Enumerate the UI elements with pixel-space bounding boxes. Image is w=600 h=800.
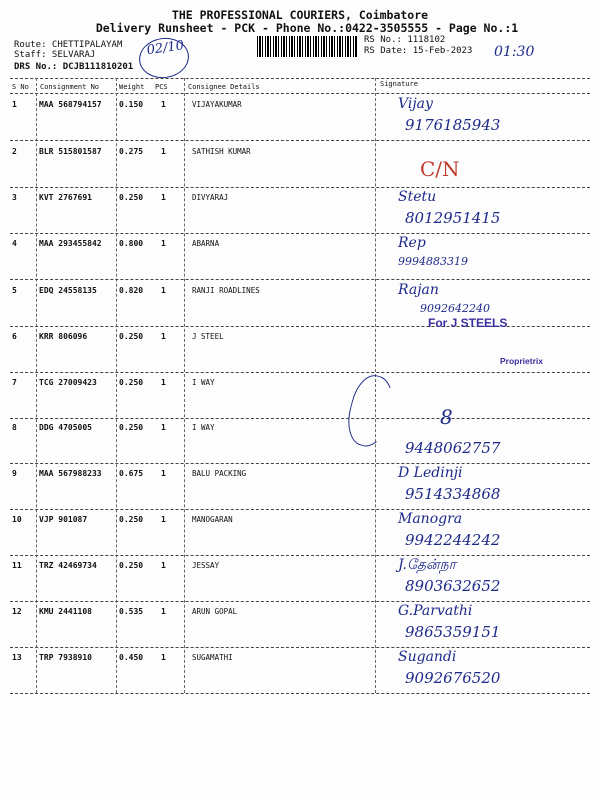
row-separator bbox=[10, 693, 590, 694]
row-consignment-no: DDG 4705005 bbox=[39, 423, 92, 432]
row-signature: J.தேன்நா bbox=[398, 557, 456, 573]
col-weight: Weight bbox=[119, 83, 145, 91]
row-separator bbox=[10, 463, 590, 464]
row-pcs: 1 bbox=[161, 193, 166, 202]
col-signature: Signature bbox=[380, 80, 418, 88]
barcode bbox=[257, 36, 357, 57]
row-consignee: ABARNA bbox=[192, 239, 220, 248]
route-label: Route: CHETTIPALAYAM bbox=[14, 40, 123, 50]
row-pcs: 1 bbox=[161, 332, 166, 341]
row-sno: 3 bbox=[12, 193, 17, 202]
row-weight: 0.250 bbox=[119, 193, 144, 202]
row-pcs: 1 bbox=[161, 147, 166, 156]
row-weight: 0.820 bbox=[119, 286, 144, 295]
row-weight: 0.250 bbox=[119, 423, 144, 432]
row-pcs: 1 bbox=[161, 469, 166, 478]
row-signature: Vijay bbox=[398, 96, 433, 112]
row-weight: 0.150 bbox=[119, 100, 144, 109]
row-signature: C/N bbox=[420, 157, 460, 181]
row-consignee: MANOGARAN bbox=[192, 515, 233, 524]
row-phone: 9865359151 bbox=[405, 623, 501, 641]
row-consignment-no: EDQ 24558135 bbox=[39, 286, 97, 295]
row-consignee: JESSAY bbox=[192, 561, 220, 570]
row-phone: 9994883319 bbox=[398, 255, 468, 268]
row-phone: 9092642240 bbox=[420, 302, 490, 315]
header-bottom-rule bbox=[10, 93, 590, 94]
row-pcs: 1 bbox=[161, 653, 166, 662]
row-phone: 9092676520 bbox=[405, 669, 501, 687]
row-separator bbox=[10, 647, 590, 648]
row-sno: 2 bbox=[12, 147, 17, 156]
row-consignee: I WAY bbox=[192, 378, 215, 387]
row-sno: 9 bbox=[12, 469, 17, 478]
row-consignee: BALU PACKING bbox=[192, 469, 247, 478]
row-sno: 11 bbox=[12, 561, 22, 570]
row-pcs: 1 bbox=[161, 378, 166, 387]
row-separator bbox=[10, 187, 590, 188]
document-title: THE PROFESSIONAL COURIERS, Coimbatore bbox=[171, 8, 429, 22]
row-signature: Rep bbox=[398, 235, 426, 251]
col-consignment: Consignment No bbox=[40, 83, 100, 91]
row-signature: 8 bbox=[440, 405, 453, 429]
row-consignee: J STEEL bbox=[192, 332, 224, 341]
row-weight: 0.250 bbox=[119, 332, 144, 341]
row-pcs: 1 bbox=[161, 239, 166, 248]
handwritten-time-note: 01:30 bbox=[494, 44, 535, 60]
rs-date: RS Date: 15-Feb-2023 bbox=[364, 46, 473, 56]
row-phone: 9448062757 bbox=[405, 439, 501, 457]
row-phone: 9942244242 bbox=[405, 531, 501, 549]
staff-label: Staff: SELVARAJ bbox=[14, 50, 96, 60]
row-phone: 9514334868 bbox=[405, 485, 501, 503]
row-weight: 0.535 bbox=[119, 607, 144, 616]
signature-loop-mark bbox=[341, 371, 400, 451]
row-consignee: DIVYARAJ bbox=[192, 193, 229, 202]
row-sno: 13 bbox=[12, 653, 22, 662]
row-signature: D Ledinji bbox=[398, 465, 463, 481]
row-consignee: SATHISH KUMAR bbox=[192, 147, 251, 156]
row-weight: 0.250 bbox=[119, 378, 144, 387]
col-pcs: PCS bbox=[155, 83, 168, 91]
row-separator bbox=[10, 372, 590, 373]
row-sno: 5 bbox=[12, 286, 17, 295]
row-consignee: VIJAYAKUMAR bbox=[192, 100, 242, 109]
row-consignment-no: MAA 293455842 bbox=[39, 239, 102, 248]
header-top-rule bbox=[10, 78, 590, 79]
row-separator bbox=[10, 140, 590, 141]
row-consignee: ARUN GOPAL bbox=[192, 607, 238, 616]
handwritten-date-note: 02/10 bbox=[136, 35, 191, 82]
row-sno: 10 bbox=[12, 515, 22, 524]
row-pcs: 1 bbox=[161, 286, 166, 295]
row-separator bbox=[10, 509, 590, 510]
row-consignment-no: VJP 901087 bbox=[39, 515, 88, 524]
row-consignment-no: MAA 567988233 bbox=[39, 469, 102, 478]
row-consignee: SUGAMATHI bbox=[192, 653, 233, 662]
row-separator bbox=[10, 555, 590, 556]
row-pcs: 1 bbox=[161, 515, 166, 524]
row-pcs: 1 bbox=[161, 561, 166, 570]
row-phone: Proprietrix bbox=[500, 356, 543, 366]
row-separator bbox=[10, 418, 590, 419]
row-weight: 0.275 bbox=[119, 147, 144, 156]
row-signature: For J STEELS bbox=[428, 316, 508, 330]
row-weight: 0.250 bbox=[119, 515, 144, 524]
row-separator bbox=[10, 279, 590, 280]
row-consignment-no: BLR 515801587 bbox=[39, 147, 102, 156]
row-signature: Stetu bbox=[398, 189, 437, 205]
row-signature: Manogra bbox=[398, 511, 463, 527]
row-sno: 7 bbox=[12, 378, 17, 387]
drs-number: DRS No.: DCJB111810201 bbox=[14, 62, 134, 72]
row-pcs: 1 bbox=[161, 607, 166, 616]
row-sno: 4 bbox=[12, 239, 17, 248]
row-weight: 0.675 bbox=[119, 469, 144, 478]
row-signature: Sugandi bbox=[398, 649, 457, 665]
row-weight: 0.250 bbox=[119, 561, 144, 570]
row-separator bbox=[10, 233, 590, 234]
row-sno: 8 bbox=[12, 423, 17, 432]
col-consignee: Consignee Details bbox=[188, 83, 260, 91]
row-phone: 9176185943 bbox=[405, 116, 501, 134]
rs-number: RS No.: 1118102 bbox=[364, 35, 446, 45]
row-signature: Rajan bbox=[398, 282, 439, 298]
document-subtitle: Delivery Runsheet - PCK - Phone No.:0422-3505555 - Page No.:1 bbox=[95, 21, 519, 35]
row-sno: 6 bbox=[12, 332, 17, 341]
row-consignment-no: TCG 27009423 bbox=[39, 378, 97, 387]
col-sno: S No bbox=[12, 83, 29, 91]
row-consignment-no: KVT 2767691 bbox=[39, 193, 92, 202]
row-consignee: RANJI ROADLINES bbox=[192, 286, 260, 295]
row-weight: 0.450 bbox=[119, 653, 144, 662]
row-weight: 0.800 bbox=[119, 239, 144, 248]
row-consignment-no: TRZ 42469734 bbox=[39, 561, 97, 570]
row-pcs: 1 bbox=[161, 100, 166, 109]
row-sno: 1 bbox=[12, 100, 17, 109]
row-pcs: 1 bbox=[161, 423, 166, 432]
row-consignment-no: KRR 806096 bbox=[39, 332, 88, 341]
row-consignment-no: TRP 7938910 bbox=[39, 653, 92, 662]
row-signature: G.Parvathi bbox=[398, 603, 473, 619]
row-consignee: I WAY bbox=[192, 423, 215, 432]
row-consignment-no: KMU 2441108 bbox=[39, 607, 92, 616]
row-phone: 8903632652 bbox=[405, 577, 501, 595]
row-separator bbox=[10, 601, 590, 602]
row-phone: 8012951415 bbox=[405, 209, 501, 227]
row-sno: 12 bbox=[12, 607, 22, 616]
row-consignment-no: MAA 568794157 bbox=[39, 100, 102, 109]
